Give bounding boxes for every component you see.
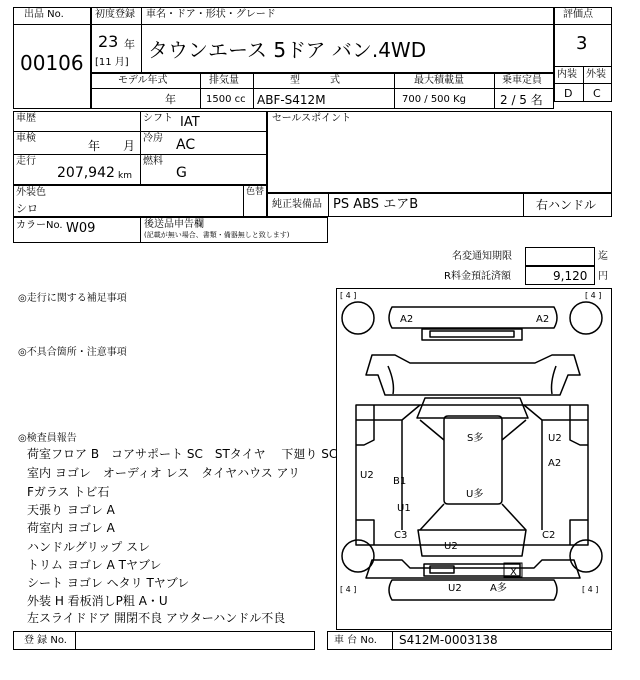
equipment-label: 純正装備品 xyxy=(272,199,322,210)
inspection-month: 月 xyxy=(123,139,136,153)
history-label: 車歴 xyxy=(16,113,36,124)
lot-number: 00106 xyxy=(20,51,84,75)
displacement-value: 1500 cc xyxy=(206,94,246,105)
model-year-label: モデル年式 xyxy=(118,75,168,86)
handle-value: 右ハンドル xyxy=(536,198,597,212)
reg-year-unit: 年 xyxy=(124,38,135,51)
color-no-value: W09 xyxy=(66,221,96,236)
max-load-label: 最大積載量 xyxy=(414,75,464,86)
exterior-label: 外装 xyxy=(586,69,606,80)
type-label: 型 式 xyxy=(290,75,340,86)
recolor-label: 色替 xyxy=(246,187,265,197)
report-line: トリム ヨゴレ A Tヤブレ xyxy=(27,558,162,572)
report-line: 天張り ヨゴレ A xyxy=(27,503,115,517)
damage-mark: U2 xyxy=(448,583,462,594)
capacity-value: 2 / 5 名 xyxy=(500,93,543,107)
max-load-value: 700 / 500 Kg xyxy=(402,94,466,105)
damage-mark: X xyxy=(510,567,517,578)
reg-year: 23 xyxy=(98,32,119,51)
damage-mark: C3 xyxy=(394,530,408,541)
damage-mark: U2 xyxy=(548,433,562,444)
sales-points-label: セールスポイント xyxy=(272,113,352,124)
capacity-label: 乗車定員 xyxy=(502,75,542,86)
displacement-label: 排気量 xyxy=(209,75,239,86)
report-line: 外装 H 看板消しP粗 A・U xyxy=(27,594,168,608)
damage-mark: U多 xyxy=(466,489,484,500)
rear-door-shape xyxy=(418,530,526,556)
tire-front-left-shape xyxy=(342,302,374,334)
damage-mark: U2 xyxy=(360,470,374,481)
tire-tr-label: [ 4 ] xyxy=(585,291,602,300)
reg-month: [11 月] xyxy=(95,57,129,68)
report-line: 左スライドドア 開閉不良 アウターハンドル不良 xyxy=(27,611,286,625)
defects-label: ◎不具合箇所・注意事項 xyxy=(18,347,127,358)
equipment-value: PS ABS エアB xyxy=(333,197,419,212)
color-value: シロ xyxy=(16,202,38,215)
tire-front-right-shape xyxy=(570,302,602,334)
grade-value: 3 xyxy=(576,33,588,54)
recycle-label: R料金預託済額 xyxy=(444,271,511,282)
body-outline-shape xyxy=(356,405,588,545)
chassis-value: S412M-0003138 xyxy=(399,633,498,647)
mileage-label: 走行 xyxy=(16,156,36,167)
grade-label: 評価点 xyxy=(563,9,593,20)
inspector-label: ◎検査員報告 xyxy=(18,433,77,444)
name-change-label: 名変通知期限 xyxy=(452,251,512,262)
reg-no-label: 登 録 No. xyxy=(24,635,67,646)
report-line: 荷室内 ヨゴレ A xyxy=(27,521,115,535)
color-label: 外装色 xyxy=(16,187,46,198)
model-year-unit: 年 xyxy=(165,93,176,106)
exterior-grade: C xyxy=(593,87,601,100)
damage-mark: C2 xyxy=(542,530,556,541)
lot-label: 出品 No. xyxy=(24,9,64,20)
first-reg-label: 初度登録 xyxy=(95,9,135,20)
damage-mark: A2 xyxy=(536,314,550,325)
tire-br-label: [ 4 ] xyxy=(582,585,599,594)
shift-value: IAT xyxy=(180,115,200,130)
damage-mark: A2 xyxy=(548,458,562,469)
damage-mark: A2 xyxy=(400,314,414,325)
report-line: 室内 ヨゴレ オーディオ レス タイヤハウス アリ xyxy=(27,466,301,480)
interior-label: 内装 xyxy=(557,69,577,80)
interior-grade: D xyxy=(564,87,573,100)
damage-mark: U1 xyxy=(397,503,411,514)
recycle-value: 9,120 xyxy=(553,269,588,283)
rear-bumper-shape xyxy=(389,580,557,600)
color-no-label: カラーNo. xyxy=(16,220,63,231)
front-bumper-shape xyxy=(389,307,557,328)
type-value: ABF-S412M xyxy=(257,93,326,107)
report-line: Fガラス トビ石 xyxy=(27,485,110,499)
damage-mark: S多 xyxy=(467,433,484,444)
report-line: ハンドルグリップ スレ xyxy=(27,540,151,554)
ac-label: 冷房 xyxy=(143,133,163,144)
inspection-year: 年 xyxy=(88,139,101,153)
windshield-shape xyxy=(417,398,528,418)
registration-note: (記載が無い場合、書類・備器無しと致します) xyxy=(144,231,290,239)
damage-mark: U2 xyxy=(444,541,458,552)
damage-mark: A多 xyxy=(490,583,507,594)
damage-mark: B1 xyxy=(393,476,407,487)
report-line: シート ヨゴレ ヘタリ Tヤブレ xyxy=(27,576,190,590)
mileage-value: 207,942 xyxy=(57,165,115,181)
driving-notes-label: ◎走行に関する補足事項 xyxy=(18,293,127,304)
chassis-label: 車 台 No. xyxy=(334,635,377,646)
car-name: タウンエース 5ドア バン.4WD xyxy=(148,38,427,62)
name-change-unit: 迄 xyxy=(598,251,608,262)
ac-value: AC xyxy=(176,137,196,153)
registration-note-label: 後送品申告欄 xyxy=(144,219,204,230)
tire-bl-label: [ 4 ] xyxy=(340,585,357,594)
report-line: 荷室フロア B コアサポート SC STタイヤ 下廻り SC xyxy=(27,447,338,461)
recycle-unit: 円 xyxy=(598,271,608,282)
shift-label: シフト xyxy=(143,113,173,124)
fuel-value: G xyxy=(176,165,187,181)
mileage-unit: km xyxy=(118,171,132,181)
inspection-label: 車検 xyxy=(16,133,36,144)
name-label: 車名・ドア・形状・グレード xyxy=(146,9,276,20)
tire-tl-label: [ 4 ] xyxy=(340,291,357,300)
fuel-label: 燃料 xyxy=(143,156,163,167)
